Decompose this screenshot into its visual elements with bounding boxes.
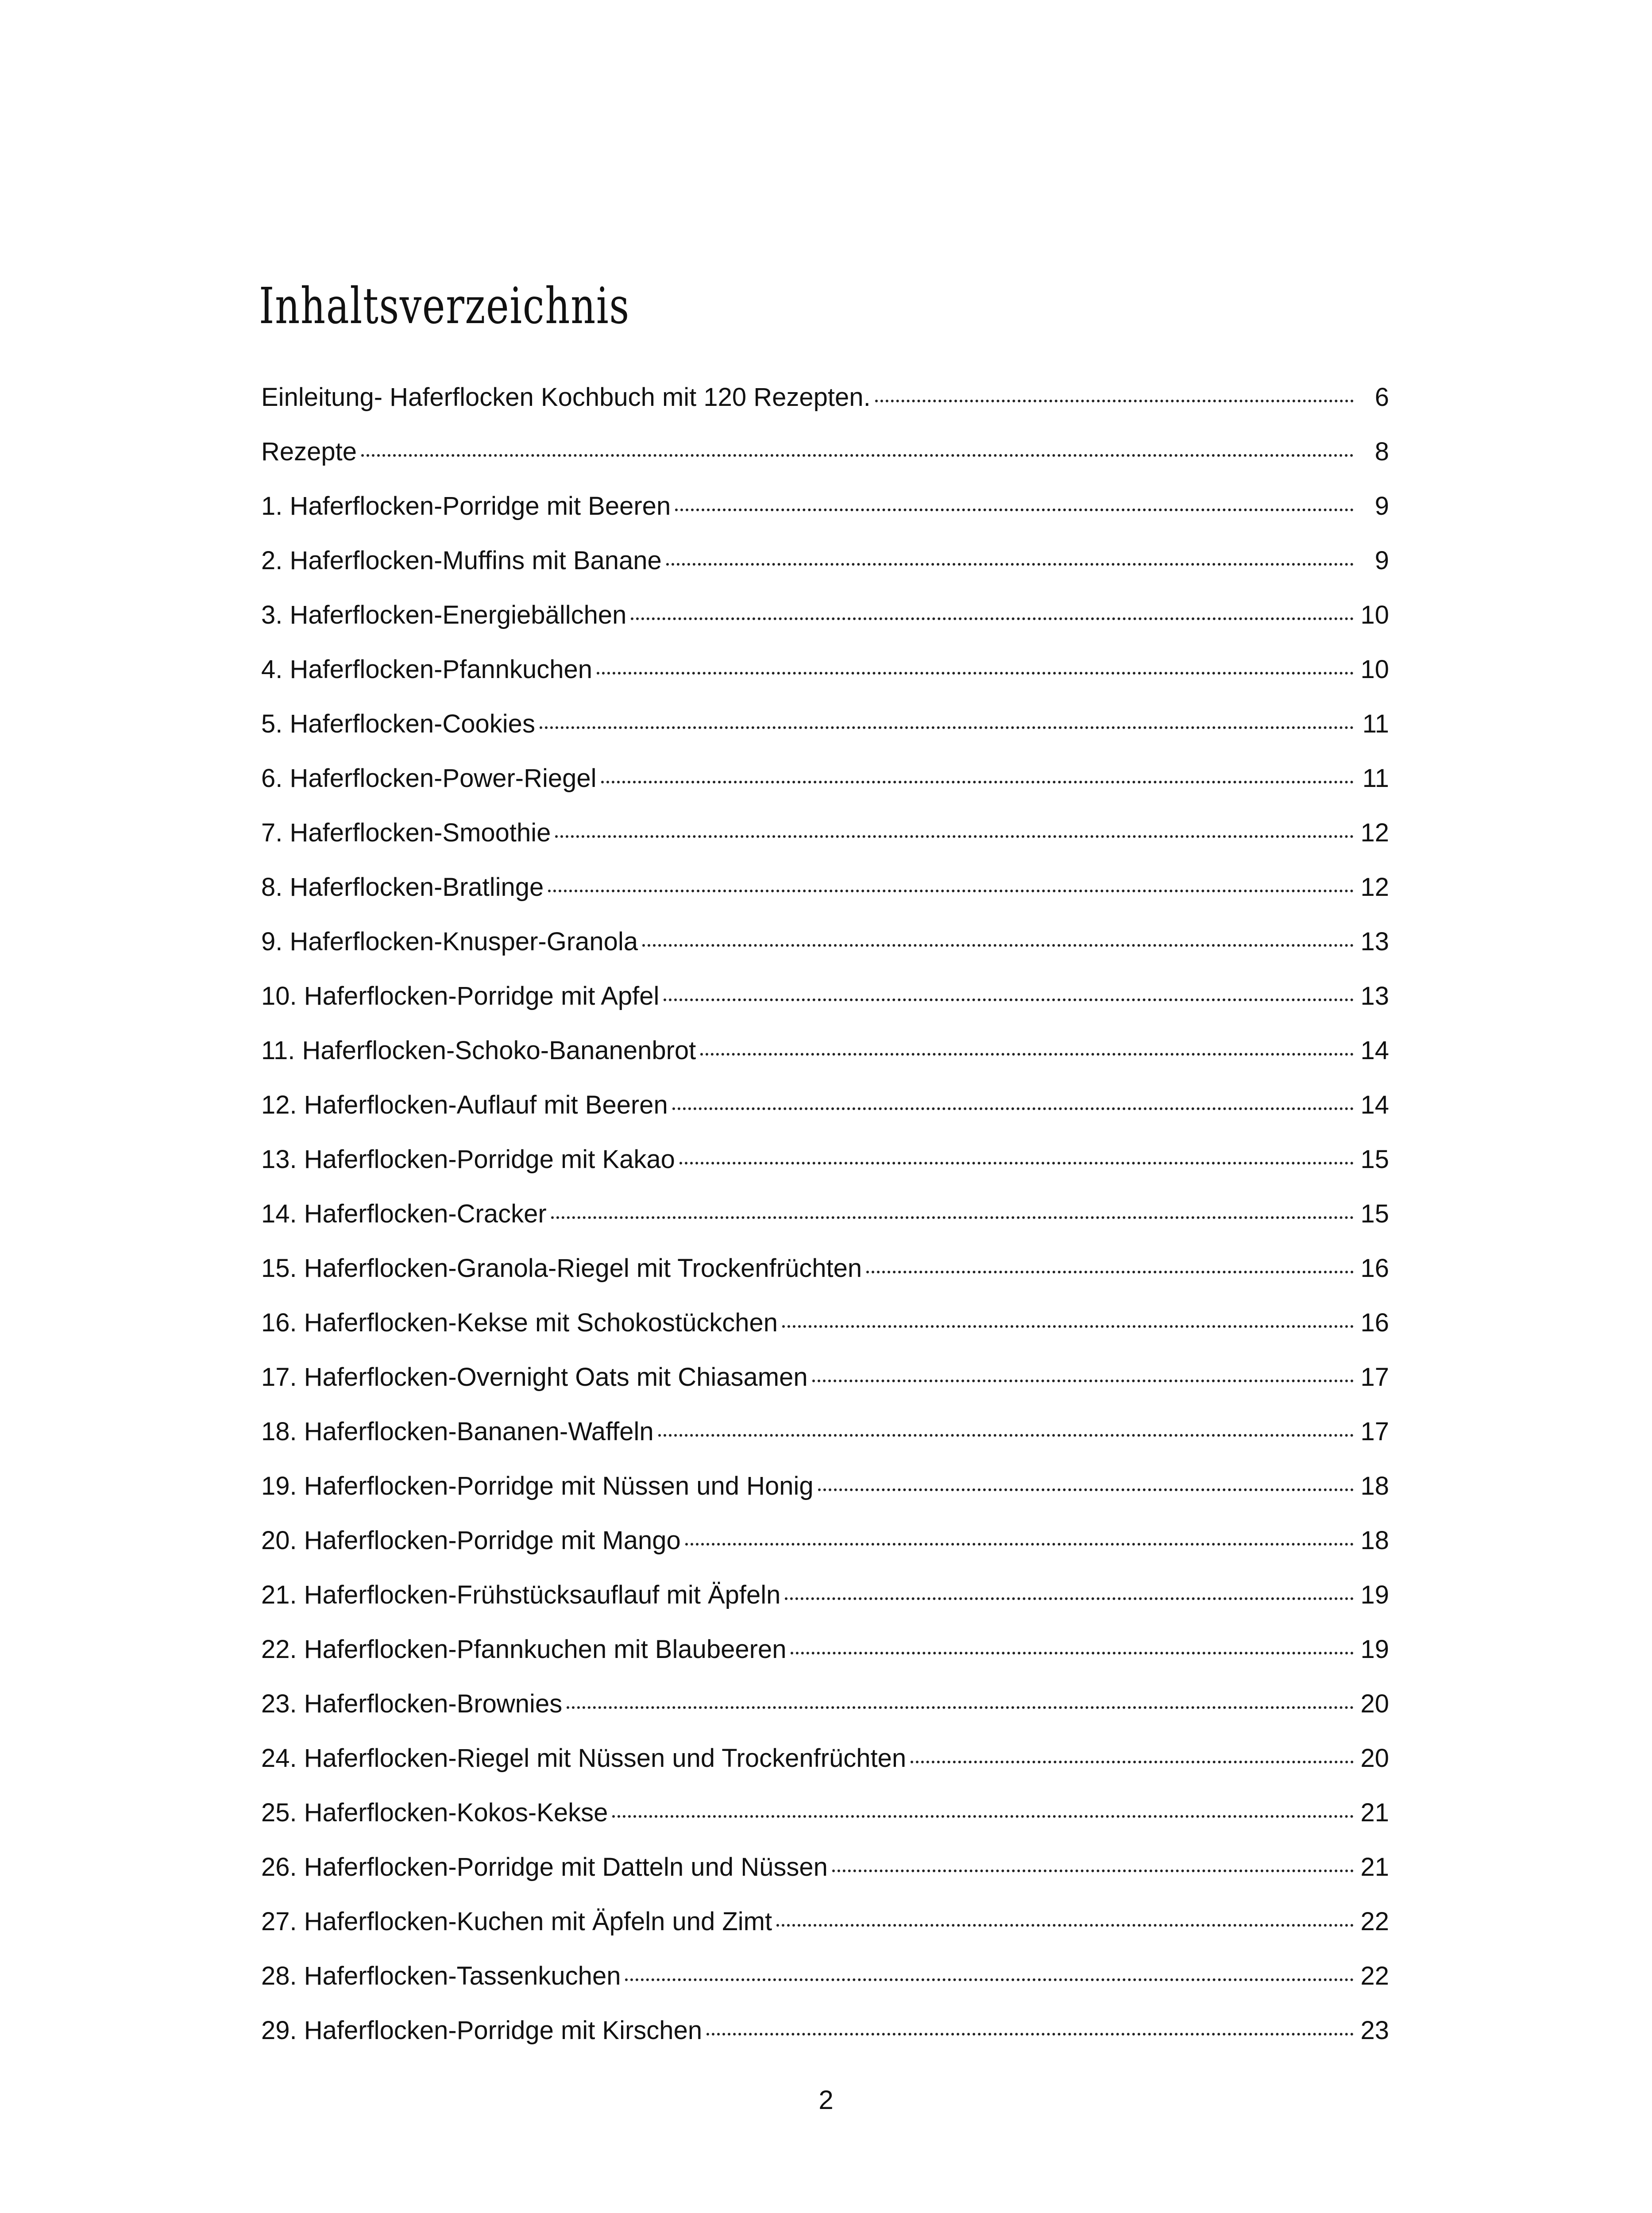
toc-entry[interactable] [261, 1023, 1389, 1078]
toc-entry[interactable] [261, 1949, 1389, 2003]
toc-entry-page: 14 [1360, 1091, 1389, 1119]
toc-entry[interactable] [261, 1132, 1389, 1187]
toc-entry-title: 29. Haferflocken-Porridge mit Kirschen [261, 2016, 702, 2045]
toc-entry-title: 15. Haferflocken-Granola-Riegel mit Trockenfrüchten [261, 1254, 862, 1283]
toc-dot-leader [625, 1978, 1354, 1981]
toc-entry[interactable] [261, 588, 1389, 642]
toc-dot-leader [818, 1488, 1354, 1491]
toc-entry[interactable] [261, 1459, 1389, 1513]
toc-dot-leader [832, 1870, 1354, 1872]
toc-entry-title: 8. Haferflocken-Bratlinge [261, 873, 544, 902]
toc-entry-page: 17 [1360, 1363, 1389, 1392]
toc-dot-leader [361, 454, 1354, 457]
toc-entry-page: 19 [1360, 1581, 1389, 1609]
toc-entry-title: 3. Haferflocken-Energiebällchen [261, 601, 627, 629]
toc-entry-title: 28. Haferflocken-Tassenkuchen [261, 1962, 621, 1990]
toc-entry-title: 22. Haferflocken-Pfannkuchen mit Blaubeeren [261, 1635, 787, 1664]
toc-entry-page: 12 [1360, 818, 1389, 847]
toc-dot-leader [666, 563, 1354, 566]
toc-dot-leader [672, 1107, 1354, 1110]
toc-entry-page: 9 [1374, 492, 1389, 520]
toc-entry-title: 7. Haferflocken-Smoothie [261, 818, 551, 847]
toc-entry[interactable] [261, 1677, 1389, 1731]
toc-dot-leader [548, 890, 1354, 892]
toc-entry[interactable] [261, 642, 1389, 697]
toc-title: Inhaltsverzeichnis [259, 278, 630, 335]
toc-entry-page: 20 [1360, 1744, 1389, 1773]
toc-entry[interactable] [261, 1187, 1389, 1241]
toc-entry[interactable] [261, 969, 1389, 1023]
toc-entry[interactable] [261, 860, 1389, 914]
toc-dot-leader [700, 1053, 1354, 1056]
toc-dot-leader [664, 999, 1354, 1001]
toc-dot-leader [782, 1325, 1354, 1328]
toc-entry-title: 9. Haferflocken-Knusper-Granola [261, 927, 638, 956]
toc-entry-page: 13 [1360, 982, 1389, 1010]
toc-entry[interactable] [261, 1295, 1389, 1350]
page-number: 2 [818, 2085, 834, 2115]
toc-entry-title: 21. Haferflocken-Frühstücksauflauf mit Äpfeln [261, 1581, 781, 1609]
toc-entry-title: 6. Haferflocken-Power-Riegel [261, 764, 597, 793]
toc-entry-title: 17. Haferflocken-Overnight Oats mit Chiasamen [261, 1363, 808, 1392]
toc-dot-leader [658, 1434, 1354, 1437]
toc-dot-leader [612, 1815, 1354, 1818]
toc-entry-title: Einleitung- Haferflocken Kochbuch mit 120 Rezepten. [261, 383, 871, 412]
toc-entry-page: 21 [1360, 1798, 1389, 1827]
toc-entry-title: 1. Haferflocken-Porridge mit Beeren [261, 492, 671, 520]
toc-dot-leader [540, 726, 1354, 729]
toc-entry-page: 22 [1360, 1907, 1389, 1936]
toc-entry-page: 14 [1360, 1036, 1389, 1065]
toc-entry[interactable] [261, 806, 1389, 860]
toc-entry[interactable] [261, 1840, 1389, 1894]
toc-entry[interactable] [261, 1622, 1389, 1677]
toc-entry-page: 15 [1360, 1199, 1389, 1228]
toc-entry-title: 14. Haferflocken-Cracker [261, 1199, 547, 1228]
toc-entry-title: 13. Haferflocken-Porridge mit Kakao [261, 1145, 675, 1174]
toc-dot-leader [642, 944, 1354, 947]
toc-dot-leader [551, 1216, 1354, 1219]
toc-entry-title: 27. Haferflocken-Kuchen mit Äpfeln und Zimt [261, 1907, 772, 1936]
toc-entry-page: 19 [1360, 1635, 1389, 1664]
toc-entry-page: 8 [1374, 437, 1389, 466]
toc-entry-title: 4. Haferflocken-Pfannkuchen [261, 655, 592, 684]
toc-entry[interactable] [261, 1513, 1389, 1568]
toc-entry-title: 10. Haferflocken-Porridge mit Apfel [261, 982, 660, 1010]
toc-entry[interactable] [261, 1350, 1389, 1404]
toc-entry-title: 19. Haferflocken-Porridge mit Nüssen und Honig [261, 1472, 814, 1500]
toc-list [261, 370, 1389, 2058]
toc-entry-page: 18 [1360, 1526, 1389, 1555]
toc-entry-page: 22 [1360, 1962, 1389, 1990]
toc-dot-leader [791, 1652, 1354, 1654]
toc-dot-leader [776, 1924, 1354, 1927]
toc-entry[interactable] [261, 370, 1389, 424]
toc-dot-leader [706, 2033, 1354, 2036]
toc-dot-leader [555, 835, 1354, 838]
toc-entry-title: 24. Haferflocken-Riegel mit Nüssen und Trockenfrüchten [261, 1744, 907, 1773]
toc-entry-title: 25. Haferflocken-Kokos-Kekse [261, 1798, 608, 1827]
toc-dot-leader [597, 672, 1354, 675]
toc-entry-page: 20 [1360, 1689, 1389, 1718]
toc-entry[interactable] [261, 1785, 1389, 1840]
toc-entry[interactable] [261, 1568, 1389, 1622]
toc-entry-page: 10 [1360, 601, 1389, 629]
toc-dot-leader [785, 1597, 1354, 1600]
toc-dot-leader [685, 1543, 1354, 1546]
toc-dot-leader [812, 1380, 1354, 1382]
toc-entry-title: 23. Haferflocken-Brownies [261, 1689, 563, 1718]
toc-entry-page: 16 [1360, 1254, 1389, 1283]
toc-entry-page: 23 [1360, 2016, 1389, 2045]
toc-entry-title: Rezepte [261, 437, 357, 466]
toc-entry[interactable] [261, 1894, 1389, 1949]
toc-entry-title: 18. Haferflocken-Bananen-Waffeln [261, 1417, 654, 1446]
toc-dot-leader [866, 1271, 1354, 1273]
toc-entry-title: 26. Haferflocken-Porridge mit Datteln und Nüssen [261, 1853, 828, 1881]
toc-dot-leader [631, 617, 1354, 620]
toc-dot-leader [601, 781, 1354, 783]
toc-entry-page: 13 [1360, 927, 1389, 956]
toc-entry[interactable] [261, 751, 1389, 806]
toc-entry-page: 10 [1360, 655, 1389, 684]
toc-entry[interactable] [261, 1404, 1389, 1459]
toc-entry-title: 20. Haferflocken-Porridge mit Mango [261, 1526, 681, 1555]
toc-entry-page: 9 [1374, 546, 1389, 575]
toc-entry-page: 11 [1362, 709, 1389, 738]
toc-entry-page: 17 [1360, 1417, 1389, 1446]
toc-dot-leader [567, 1706, 1354, 1709]
toc-entry-page: 6 [1374, 383, 1389, 412]
toc-entry-page: 15 [1360, 1145, 1389, 1174]
toc-entry[interactable] [261, 1241, 1389, 1295]
toc-dot-leader [875, 400, 1354, 402]
toc-entry[interactable] [261, 1731, 1389, 1785]
toc-entry-title: 16. Haferflocken-Kekse mit Schokostückchen [261, 1308, 778, 1337]
toc-entry[interactable] [261, 914, 1389, 969]
toc-entry-page: 16 [1360, 1308, 1389, 1337]
toc-entry-title: 2. Haferflocken-Muffins mit Banane [261, 546, 662, 575]
toc-entry-title: 5. Haferflocken-Cookies [261, 709, 535, 738]
toc-dot-leader [911, 1761, 1354, 1763]
toc-entry[interactable] [261, 1078, 1389, 1132]
toc-entry[interactable] [261, 424, 1389, 479]
toc-entry-page: 11 [1362, 764, 1389, 793]
toc-dot-leader [679, 1162, 1354, 1164]
toc-entry[interactable] [261, 2003, 1389, 2058]
toc-entry-title: 11. Haferflocken-Schoko-Bananenbrot [261, 1036, 696, 1065]
toc-entry-title: 12. Haferflocken-Auflauf mit Beeren [261, 1091, 668, 1119]
toc-entry-page: 21 [1360, 1853, 1389, 1881]
toc-entry-page: 12 [1360, 873, 1389, 902]
toc-entry[interactable] [261, 533, 1389, 588]
toc-entry-page: 18 [1360, 1472, 1389, 1500]
toc-dot-leader [675, 509, 1354, 511]
toc-entry[interactable] [261, 479, 1389, 533]
toc-entry[interactable] [261, 697, 1389, 751]
